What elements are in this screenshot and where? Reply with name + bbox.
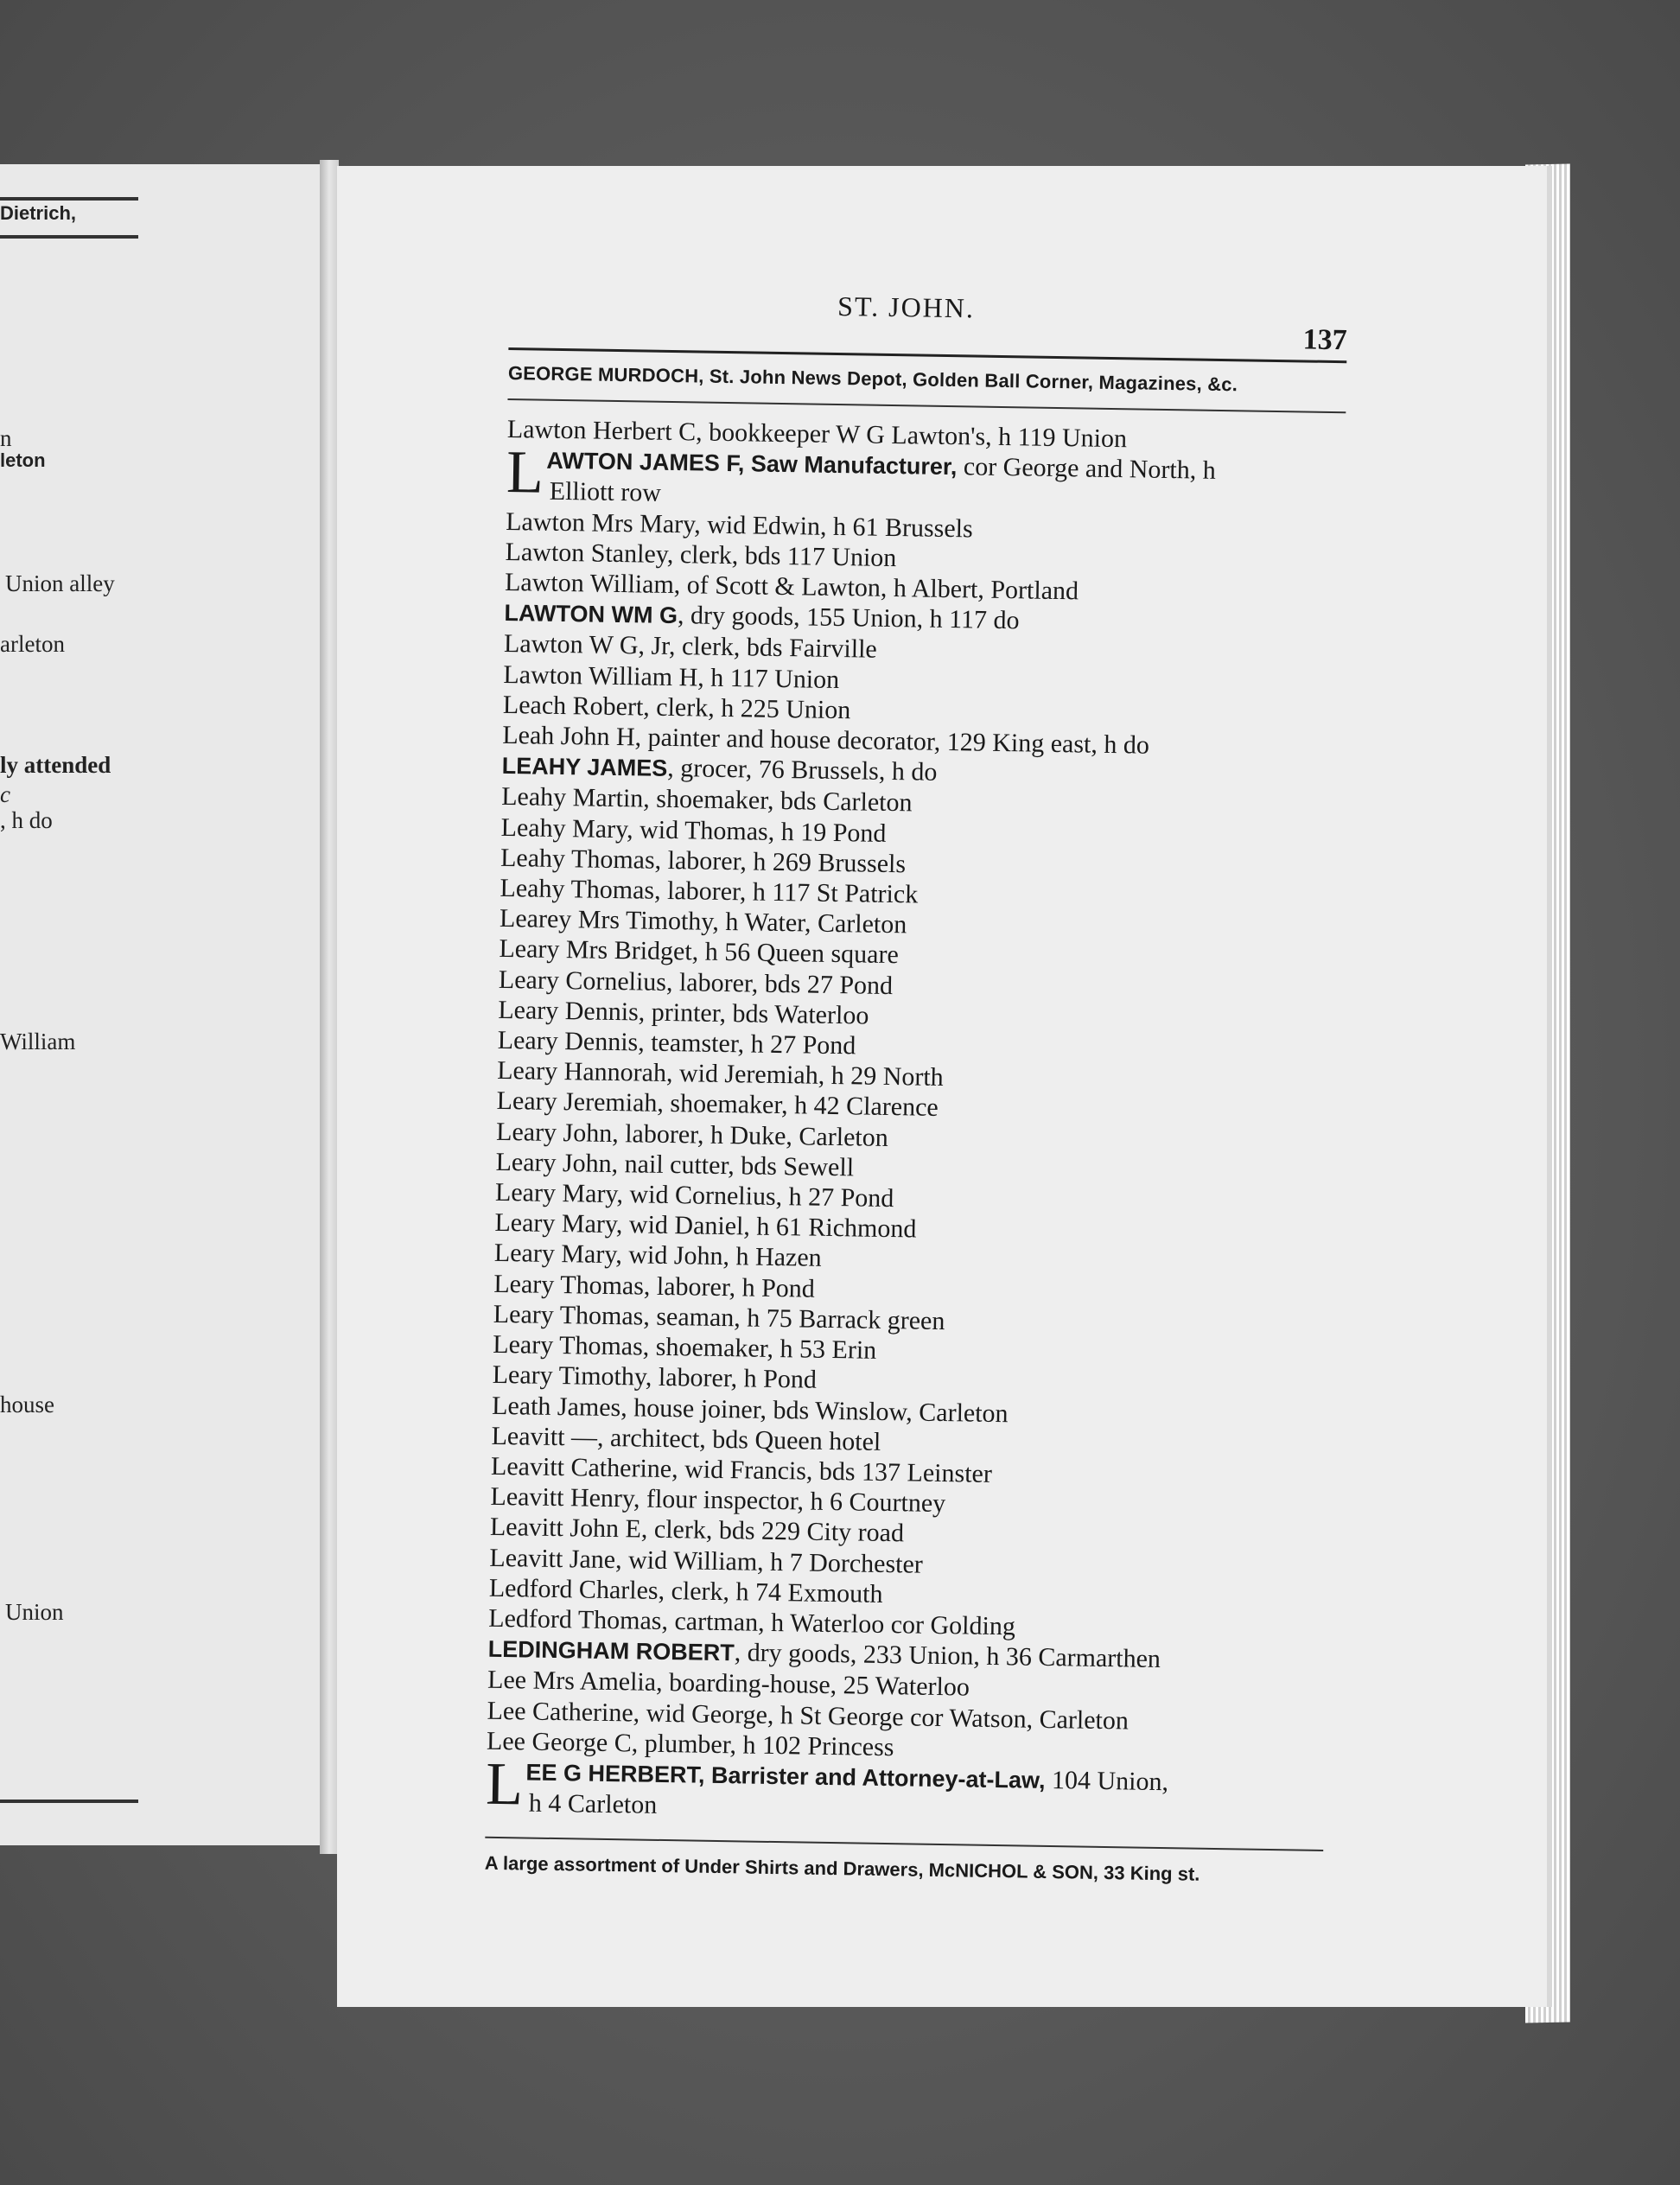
entry-detail: , house joiner, bds Winslow, Carleton (620, 1392, 1009, 1428)
entry-detail: , cartman, h Waterloo cor Golding (661, 1606, 1016, 1641)
entry-detail: , clerk, h 225 Union (643, 692, 851, 725)
entry-name: Leary Thomas (493, 1269, 645, 1301)
entry-detail: , laborer, h Pond (645, 1362, 818, 1395)
entry-name: Leach Robert (502, 690, 644, 722)
entry-detail: , clerk, bds 117 Union (666, 539, 897, 572)
entry-name: Lawton William H (503, 659, 698, 692)
entry-name: Leahy Thomas (500, 843, 655, 875)
entry-detail: , seaman, h 75 Barrack green (643, 1302, 945, 1335)
entry-detail: , flour inspector, h 6 Courtney (633, 1484, 946, 1519)
facing-line: Union alley (5, 570, 115, 596)
facing-page-rule (0, 235, 138, 239)
facing-line: n (0, 425, 12, 451)
entry-detail: , laborer, h 269 Brussels (654, 845, 907, 879)
entry-detail: , clerk, bds 229 City road (640, 1514, 905, 1548)
page-content (485, 259, 1348, 1888)
entry-name: Leavitt — (491, 1421, 598, 1452)
entry-name: Leary Cornelius (498, 965, 667, 997)
entry-name: Leary Mary (494, 1208, 617, 1239)
entry-name: Leah John H (502, 720, 635, 752)
entry-name: Leary John (495, 1147, 612, 1178)
entry-name: Learey Mrs Timothy (499, 904, 713, 937)
facing-page-fragment (0, 164, 320, 1845)
entry-detail: , bookkeeper W G Lawton's, h 119 Union (695, 417, 1128, 454)
entry-detail: , of Scott & Lawton, h Albert, Portland (673, 570, 1079, 606)
entry-detail: , wid Thomas, h 19 Pond (626, 814, 887, 848)
entry-detail: , laborer, h Pond (643, 1271, 816, 1303)
entry-name: Lawton Mrs Mary (505, 506, 695, 538)
entry-name: Ledford Charles (488, 1573, 659, 1605)
entry-detail: , teamster, h 27 Pond (637, 1028, 856, 1061)
entry-name: Ledford Thomas (488, 1603, 662, 1635)
entry-name: Leary Dennis (498, 995, 640, 1027)
facing-page-rule (0, 1800, 138, 1803)
entry-detail: , wid William, h 7 Dorchester (614, 1545, 924, 1579)
entry-name: Leary John (495, 1117, 613, 1148)
footer-advertisement: A large assortment of Under Shirts and Drawers, McNICHOL & SON, 33 King st. (484, 1852, 1200, 1886)
entry-name: Lawton W G, Jr (503, 629, 670, 661)
entry-name: Leary Mary (493, 1239, 616, 1270)
facing-line: house (0, 1392, 54, 1417)
running-head: ST. JOHN. (837, 290, 976, 324)
entry-detail: , shoemaker, h 53 Erin (642, 1332, 877, 1365)
entry-name: Leary Jeremiah (496, 1086, 658, 1118)
facing-line: , h do (0, 807, 53, 833)
entry-detail: , laborer, h Duke, Carleton (611, 1118, 889, 1152)
facing-line: William (0, 1029, 76, 1054)
entry-name: Leavitt Jane (489, 1543, 616, 1574)
entry-detail: , laborer, bds 27 Pond (665, 967, 894, 1000)
entry-display-name: EE G HERBERT, Barrister and Attorney-at-Law, (525, 1759, 1046, 1793)
entry-name: Leary Hannorah (496, 1056, 667, 1088)
entry-name: Leary Thomas (493, 1299, 644, 1331)
entry-detail: , architect, bds Queen hotel (596, 1423, 881, 1456)
drop-cap: L (506, 439, 544, 506)
entry-detail: , shoemaker, bds Carleton (643, 784, 913, 818)
entry-detail: , h Water, Carleton (712, 908, 907, 940)
entry-detail: , dry goods, 233 Union, h 36 Carmarthen (734, 1638, 1161, 1674)
entry-detail: , h 56 Queen square (691, 937, 900, 970)
entry-name: Lawton Stanley (505, 537, 668, 569)
entry-name: Leahy Thomas (500, 873, 655, 905)
entry-continuation: Elliott row (549, 477, 662, 508)
entry-detail: , wid Edwin, h 61 Brussels (693, 509, 973, 544)
entry-detail: , wid George, h St George cor Watson, Carleton (633, 1698, 1130, 1735)
entry-display-name: AWTON JAMES F, Saw Manufacturer, (546, 447, 958, 481)
facing-line: Dietrich, (0, 202, 77, 224)
facing-line: Union (5, 1599, 64, 1625)
entry-name: LEDINGHAM ROBERT (487, 1635, 735, 1666)
facing-page-rule (0, 197, 138, 201)
entry-detail: , plumber, h 102 Princess (631, 1729, 894, 1761)
footer-rule (485, 1837, 1323, 1851)
entry-name: Lawton Herbert C (506, 414, 697, 447)
page-number: 137 (1302, 323, 1347, 357)
entry-name: Lee Mrs Amelia (487, 1666, 657, 1698)
entry-detail: , painter and house decorator, 129 King east, h do (634, 723, 1150, 760)
entry-name: Leahy Mary (500, 812, 627, 844)
facing-line: ly attended (0, 752, 111, 778)
header-rule-bottom (507, 398, 1346, 413)
entry-detail: , shoemaker, h 42 Clarence (657, 1089, 939, 1123)
entry-detail: , printer, bds Waterloo (638, 997, 869, 1030)
entry-detail: , clerk, h 74 Exmouth (658, 1576, 883, 1608)
entry-detail: cor George and North, h (957, 452, 1216, 486)
entry-name: LEAHY JAMES (501, 753, 668, 782)
display-entry (506, 439, 1346, 519)
facing-line: arleton (0, 631, 65, 657)
entry-name: Leavitt Catherine (490, 1451, 672, 1484)
entry-detail: , dry goods, 155 Union, h 117 do (677, 601, 1020, 635)
entry-name: Lawton William (504, 567, 675, 600)
entry-detail: , wid Cornelius, h 27 Pond (616, 1180, 894, 1214)
entry-detail: , h 117 Union (697, 663, 840, 694)
entry-name: Leary Thomas (493, 1329, 644, 1361)
entry-detail: , wid Daniel, h 61 Richmond (615, 1210, 917, 1244)
entry-detail: , laborer, h 117 St Patrick (653, 876, 919, 909)
entry-name: Leavitt Henry (490, 1481, 634, 1513)
entry-detail: , grocer, 76 Brussels, h do (667, 754, 938, 787)
entry-name: Leary Mary (494, 1177, 617, 1209)
entry-detail: , boarding-house, 25 Waterloo (655, 1668, 970, 1702)
entry-name: Lee Catherine (487, 1696, 633, 1727)
header-rule (508, 347, 1346, 363)
entry-detail: 104 Union, (1045, 1765, 1169, 1797)
header-advertisement: GEORGE MURDOCH, St. John News Depot, Golden Ball Corner, Magazines, &c. (507, 361, 1238, 396)
entry-continuation: h 4 Carleton (528, 1788, 658, 1820)
entry-detail: , wid John, h Hazen (615, 1240, 822, 1273)
entry-name: LAWTON WM G (504, 600, 678, 629)
book-gutter (320, 160, 339, 1854)
entry-detail: , wid Francis, bds 137 Leinster (671, 1455, 993, 1488)
directory-entries (486, 414, 1346, 1831)
entry-detail: , clerk, bds Fairville (668, 632, 878, 665)
entry-name: Lee George C (486, 1726, 633, 1758)
display-entry (485, 1750, 1325, 1831)
entry-name: Leary Mrs Bridget (499, 934, 692, 966)
facing-line: c (0, 781, 10, 807)
entry-name: Leavitt John E (489, 1513, 642, 1544)
entry-detail: , nail cutter, bds Sewell (611, 1149, 855, 1182)
entry-name: Leary Dennis (497, 1025, 639, 1057)
drop-cap: L (485, 1750, 524, 1819)
entry-detail: , wid Jeremiah, h 29 North (665, 1059, 944, 1092)
facing-line: leton (0, 449, 46, 471)
entry-name: Leath James (491, 1391, 621, 1422)
entry-name: Leary Timothy (492, 1360, 646, 1392)
entry-name: Leahy Martin (500, 782, 644, 813)
